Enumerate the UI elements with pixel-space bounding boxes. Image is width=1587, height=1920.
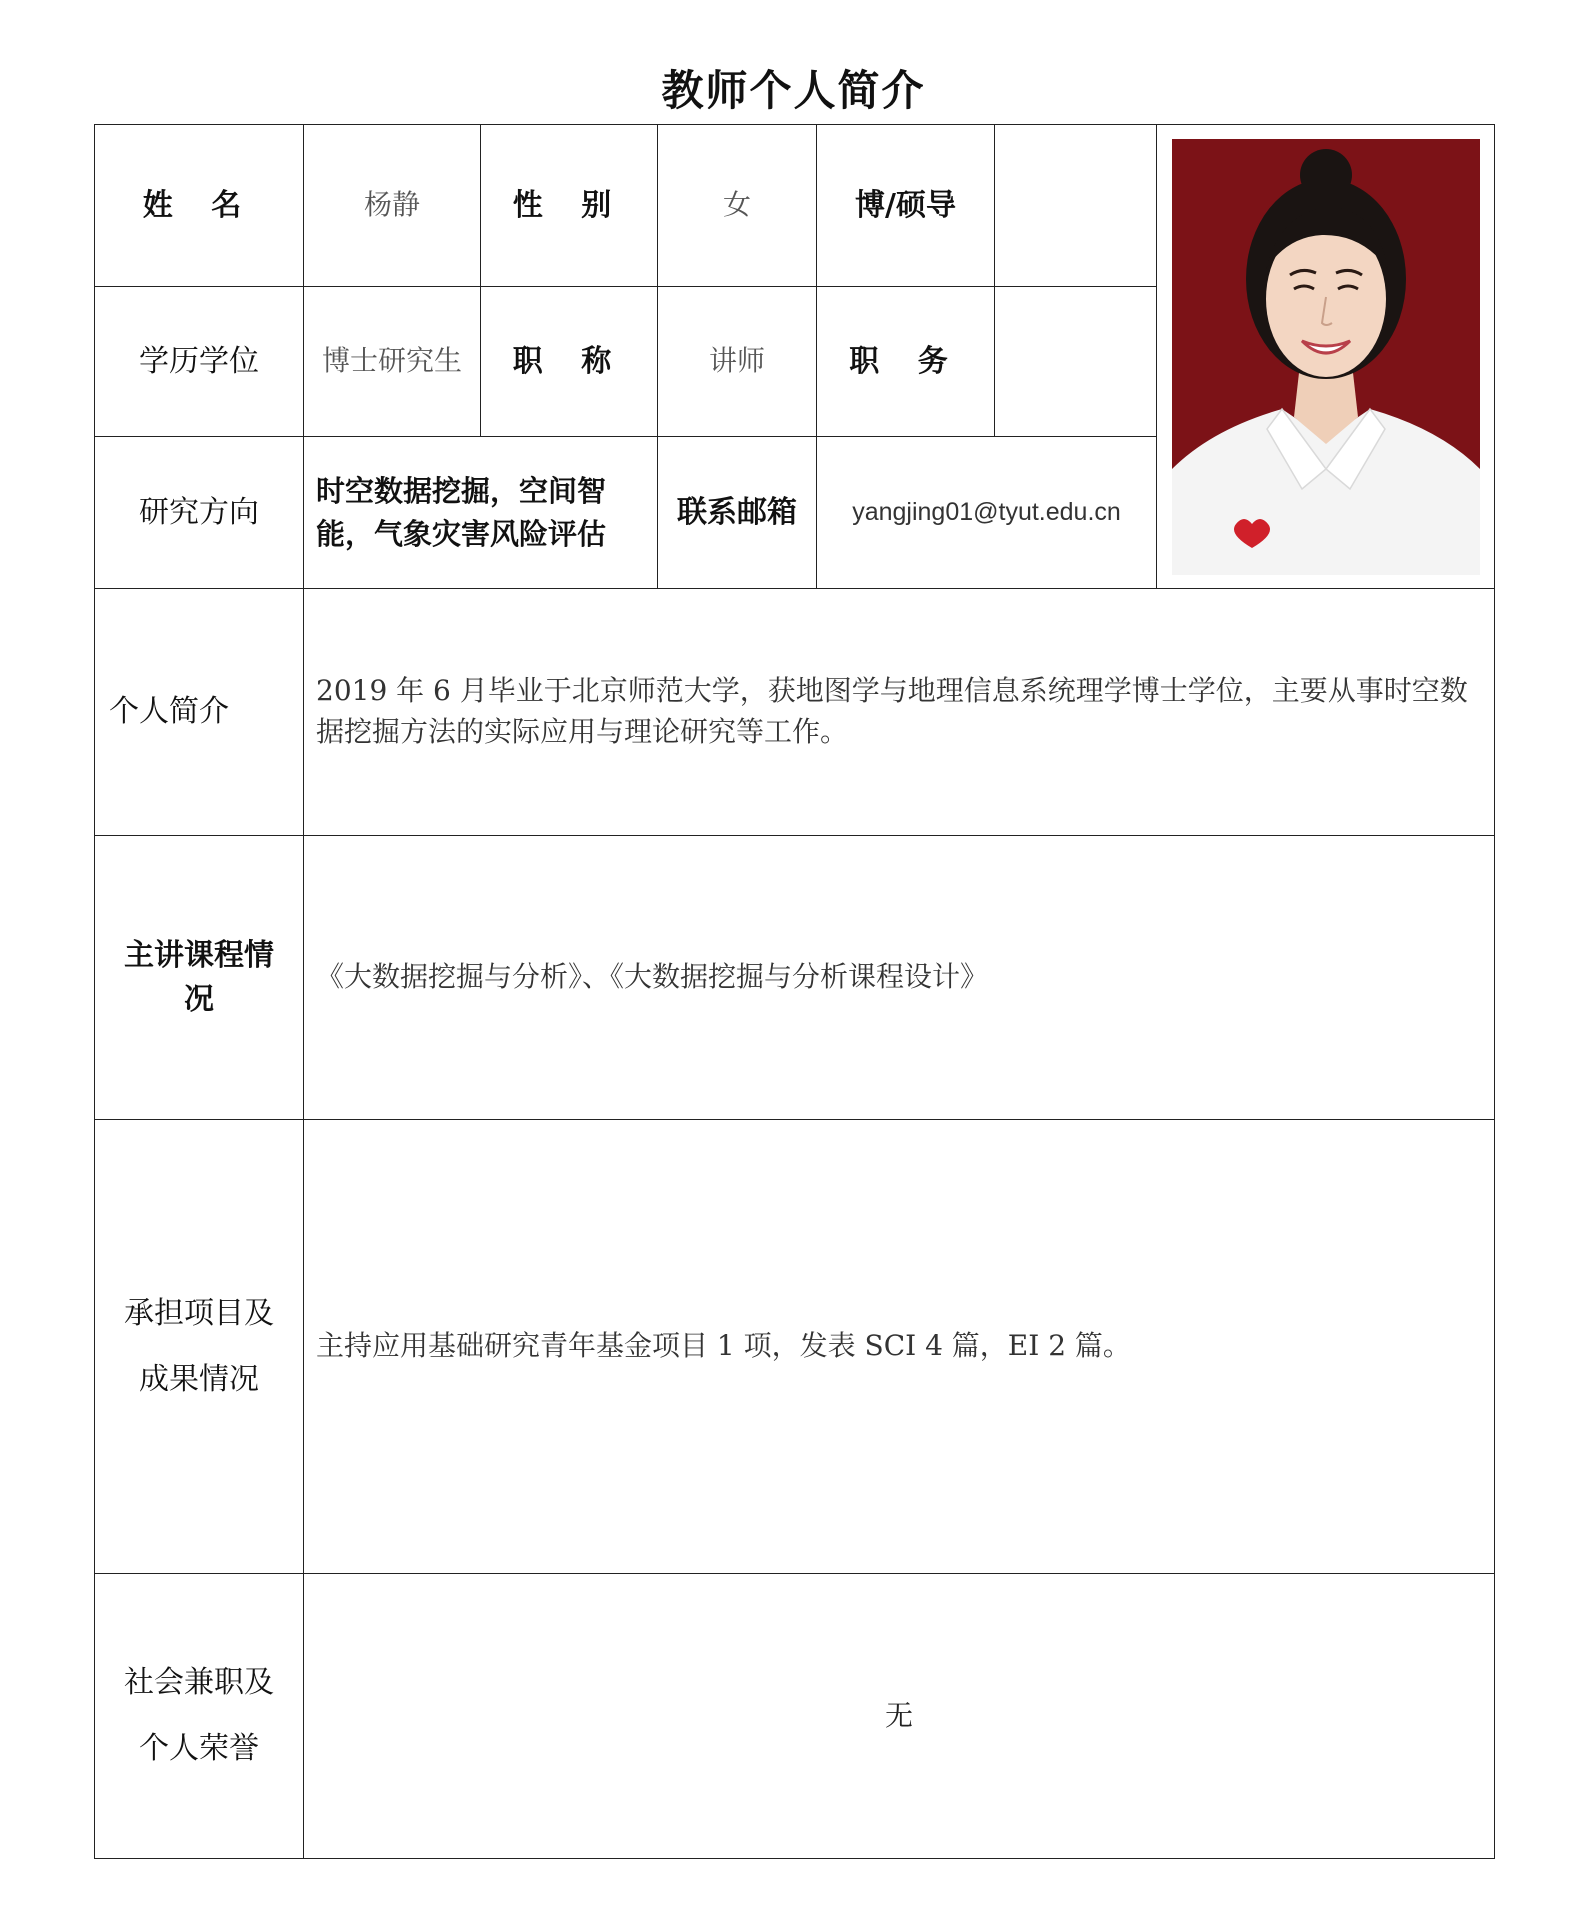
courses-label: 主讲课程情况 (95, 836, 304, 1120)
row-courses (95, 836, 1495, 1120)
projects-text: 主持应用基础研究青年基金项目 1 项，发表 SCI 4 篇，EI 2 篇。 (304, 1120, 1495, 1574)
research-value: 时空数据挖掘，空间智能，气象灾害风险评估 (304, 437, 658, 589)
title-value: 讲师 (658, 287, 817, 437)
degree-value: 博士研究生 (304, 287, 481, 437)
courses-text: 《大数据挖掘与分析》、《大数据挖掘与分析课程设计》 (304, 836, 1495, 1120)
honors-label-line2: 个人荣誉 (139, 1731, 259, 1766)
honors-text: 无 (304, 1574, 1495, 1859)
portrait-photo (1172, 139, 1480, 575)
name-label: 姓 名 (95, 125, 304, 287)
gender-label: 性 别 (481, 125, 658, 287)
degree-label: 学历学位 (95, 287, 304, 437)
row-basic-info (95, 125, 1495, 287)
profile-table (94, 124, 1495, 1859)
name-value: 杨静 (304, 125, 481, 287)
honors-label-line1: 社会兼职及 (124, 1665, 274, 1700)
email-label: 联系邮箱 (658, 437, 817, 589)
row-honors (95, 1574, 1495, 1859)
supervisor-label: 博/硕导 (817, 125, 995, 287)
research-label: 研究方向 (95, 437, 304, 589)
row-intro (95, 589, 1495, 836)
row-projects (95, 1120, 1495, 1574)
page-title: 教师个人简介 (661, 66, 926, 115)
portrait-illustration (1172, 139, 1480, 575)
intro-text: 2019 年 6 月毕业于北京师范大学，获地图学与地理信息系统理学博士学位，主要从事时空数据挖掘方法的实际应用与理论研究等工作。 (304, 589, 1495, 836)
supervisor-value (995, 125, 1157, 287)
projects-label-line2: 成果情况 (139, 1361, 259, 1397)
projects-label-line1: 承担项目及 (124, 1295, 274, 1331)
email-value: yangjing01@tyut.edu.cn (817, 437, 1157, 589)
honors-label (95, 1574, 304, 1859)
intro-label: 个人简介 (95, 589, 304, 836)
projects-label (95, 1120, 304, 1574)
title-label: 职 称 (481, 287, 658, 437)
photo-cell (1157, 125, 1495, 589)
position-label: 职 务 (817, 287, 995, 437)
gender-value: 女 (658, 125, 817, 287)
position-value (995, 287, 1157, 437)
